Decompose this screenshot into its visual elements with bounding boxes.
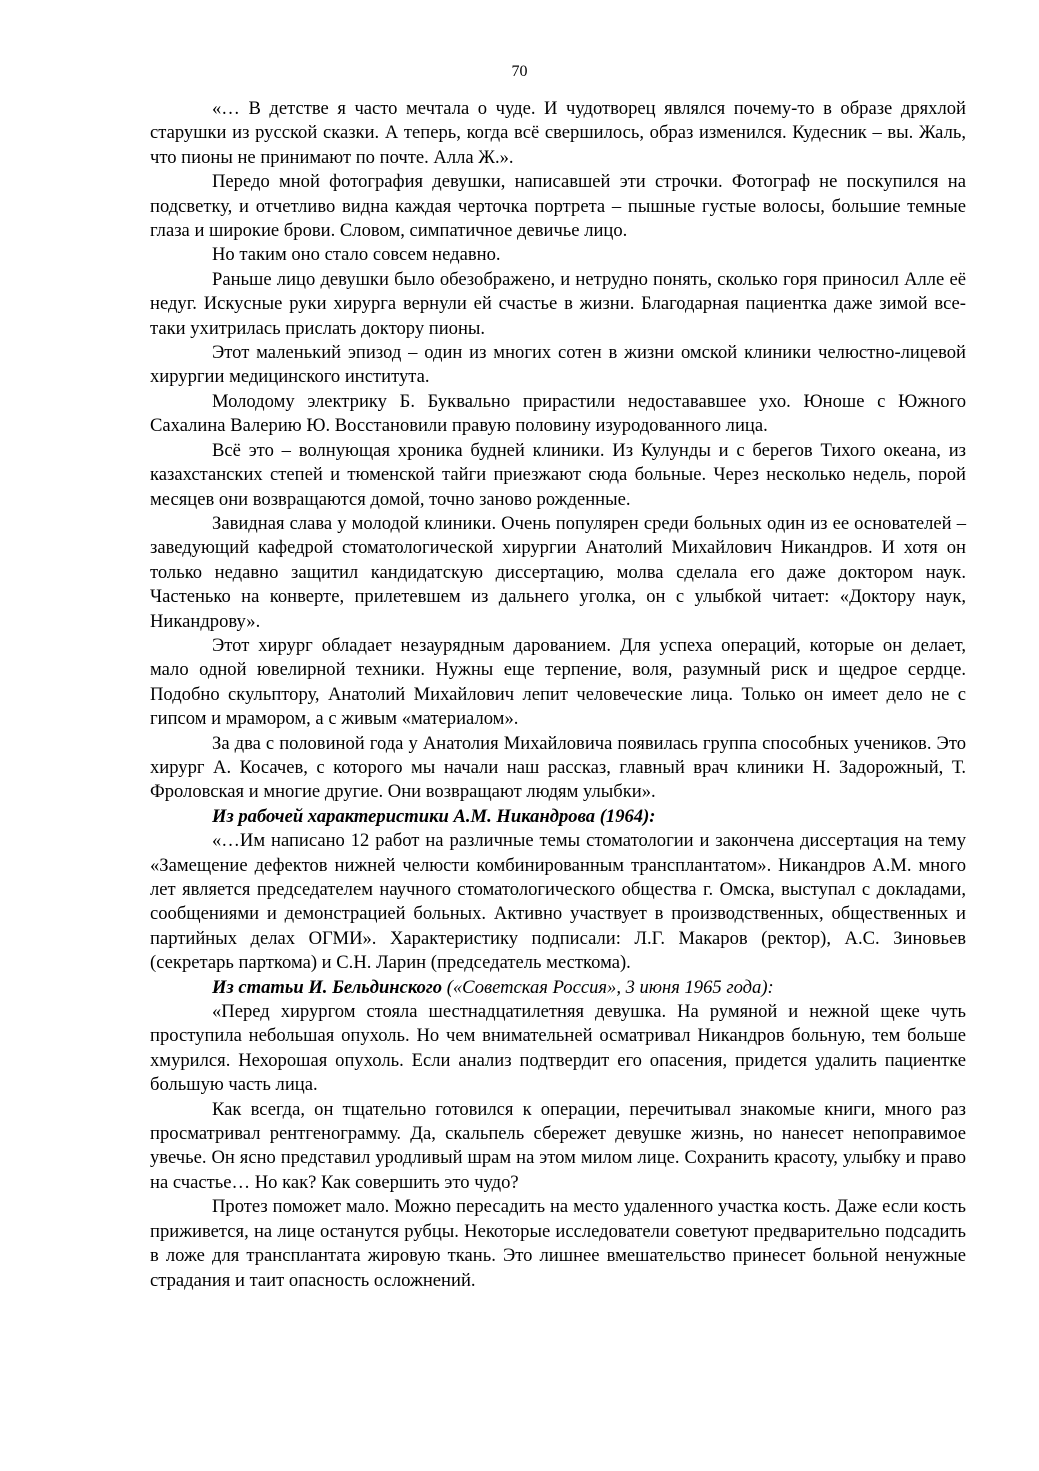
section-heading: Из рабочей характеристики А.М. Никандрова (1964):: [212, 805, 656, 827]
paragraph: Но таким оно стало совсем недавно.: [212, 244, 501, 266]
paragraph: Всё это – волнующая хроника будней клиники. Из Кулунды и с берегов Тихого океана, из казахстанских степей и тюменской тайги приезжают сюда больные. Через несколько недель, порой месяцев они возвращаются домой, точно заново рожденные.: [150, 439, 966, 510]
paragraph: Раньше лицо девушки было обезображено, и нетрудно понять, сколько горя приносил Алле её недуг. Искусные руки хирурга вернули ей счастье в жизни. Благодарная пациентка даже зимой все-таки ухитрилась прислать доктору пионы.: [150, 268, 966, 339]
paragraph: Как всегда, он тщательно готовился к операции, перечитывал знакомые книги, много раз просматривал рентгенограмму. Да, скальпель сбережет девушке жизнь, но нанесет непоправимое увечье. Он ясно представил уродливый шрам на этом милом лице. Сохранить красоту, улыбку и право на счастье… Но как? Как совершить это чудо?: [150, 1098, 966, 1193]
page-number: 70: [511, 63, 528, 80]
paragraph: Молодому электрику Б. Буквально прирастили недостававшее ухо. Юноше с Южного Сахалина Валерию Ю. Восстановили правую половину изуродованного лица.: [150, 390, 966, 437]
paragraph: «…Им написано 12 работ на различные темы стоматологии и закончена диссертация на тему «Замещение дефектов нижней челюсти комбинированным трансплантатом». Никандров А.М. много лет является председателем научного стоматологического общества г. Омска, выступал с докладами, сообщениями и демонстрацией больных. Активно участвует в производственных, общественных и партийных делах ОГМИ». Характеристику подписали: Л.Г. Макаров (ректор), А.С. Зиновьев (секретарь парткома) и С.Н. Ларин (председатель месткома).: [150, 830, 966, 974]
paragraph: «… В детстве я часто мечтала о чуде. И чудотворец являлся почему-то в образе дряхлой старушки из русской сказки. А теперь, когда всё свершилось, образ изменился. Кудесник – вы. Жаль, что пионы не принимают по почте. Алла Ж.».: [150, 98, 966, 168]
paragraph: Завидная слава у молодой клиники. Очень популярен среди больных один из ее основателей – заведующий кафедрой стоматологической хирургии Анатолий Михайлович Никандров. И хотя он только недавно защитил кандидатскую диссертацию, молва сделала его даже доктором наук. Частенько на конверте, прилетевшем из дальнего уголка, он с улыбкой читает: «Доктору наук, Никандрову».: [150, 512, 966, 632]
paragraph: За два с половиной года у Анатолия Михайловича появилась группа способных учеников. Это хирург А. Косачев, с которого мы начали наш рассказ, главный врач клиники Н. Задорожный, Т. Фроловская и многие другие. Они возвращают людям улыбки».: [150, 732, 966, 803]
paragraph: «Перед хирургом стояла шестнадцатилетняя девушка. На румяной и нежной щеке чуть проступила небольшая опухоль. Но чем внимательней осматривал Никандров больную, тем больше хмурился. Нехорошая опухоль. Если анализ подтвердит его опасения, придется удалить пациентке большую часть лица.: [150, 1001, 966, 1096]
paragraph: Протез поможет мало. Можно пересадить на место удаленного участка кость. Даже если кость приживется, на лице останутся рубцы. Некоторые исследователи советуют предварительно подсадить в ложе для трансплантата жировую ткань. Это лишнее вмешательство принесет больной ненужные страдания и таит опасность осложнений.: [150, 1196, 966, 1291]
paragraph: Этот маленький эпизод – один из многих сотен в жизни омской клиники челюстно-лицевой хирургии медицинского института.: [150, 342, 966, 388]
paragraph: Этот хирург обладает незаурядным дарованием. Для успеха операций, которые он делает, мало одной ювелирной техники. Нужны еще терпение, воля, разумный риск и щедрое сердце. Подобно скульптору, Анатолий Михайлович лепит человеческие лица. Только он имеет дело не с гипсом и мрамором, а с живым «материалом».: [150, 634, 966, 730]
body-text: [150, 97, 966, 1293]
section-heading: [150, 976, 966, 1000]
heading-source-citation: («Советская Россия», 3 июня 1965 года):: [442, 976, 774, 998]
paragraph: Передо мной фотография девушки, написавшей эти строчки. Фотограф не поскупился на подсветку, и отчетливо видна каждая черточка портрета – пышные густые волосы, большие темные глаза и широкие брови. Словом, симпатичное девичье лицо.: [150, 171, 966, 242]
heading-source-title: Из статьи И. Бельдинского: [212, 976, 443, 998]
